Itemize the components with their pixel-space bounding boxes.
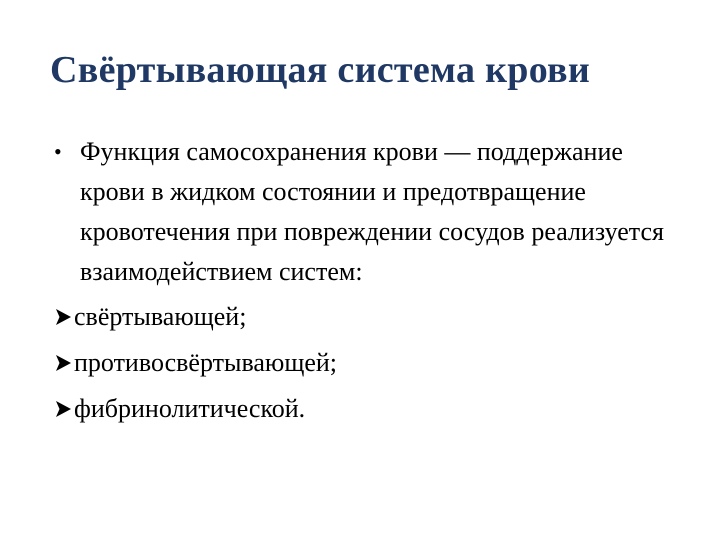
list-item [54, 386, 694, 432]
list-item [54, 340, 694, 386]
bullet-dot-icon: • [54, 139, 62, 164]
sub-item-text: фибринолитической. [74, 394, 306, 423]
slide-title: Свёртывающая система крови [50, 49, 591, 91]
main-bullet [54, 132, 694, 292]
arrow-right-icon [54, 308, 72, 326]
main-bullet-text: Функция самосохранения крови — поддержание крови в жидком состоянии и предотвращение кровотечения при повреждении сосудов реализуется взаимодействием систем: [80, 137, 664, 286]
slide-body [54, 132, 694, 432]
arrow-right-icon [54, 400, 72, 418]
sub-item-text: противосвёртывающей; [74, 348, 338, 377]
sub-item-text: свёртывающей; [74, 302, 247, 331]
list-item [54, 294, 694, 340]
sub-list [54, 294, 694, 432]
arrow-right-icon [54, 354, 72, 372]
